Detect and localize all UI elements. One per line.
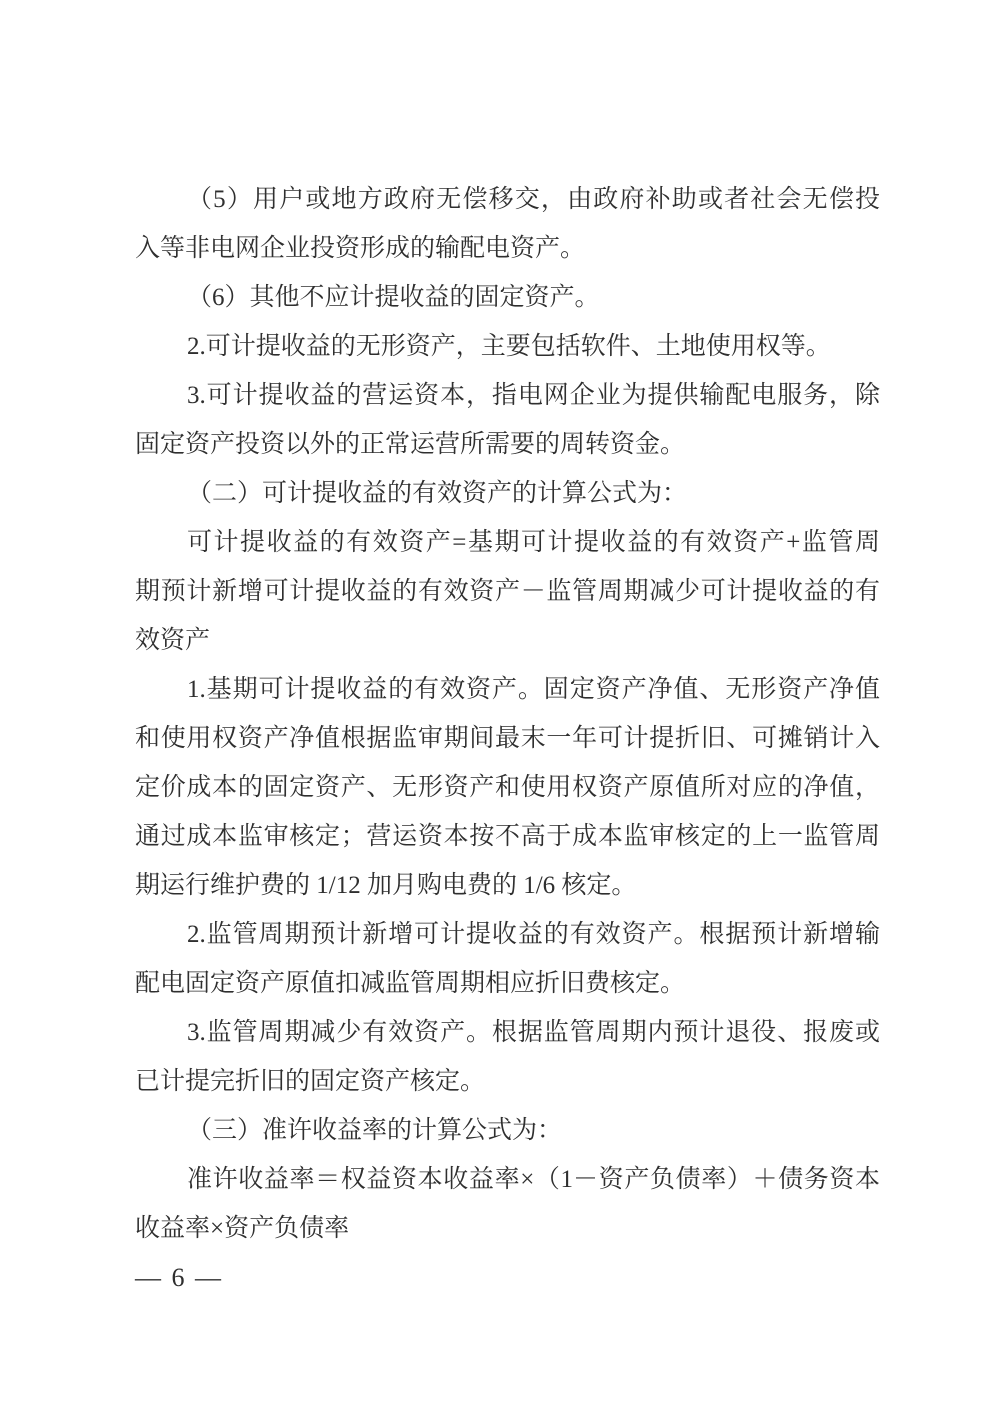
text-line: 通过成本监审核定；营运资本按不高于成本监审核定的上一监管周 [135,823,880,850]
text-line: （二）可计提收益的有效资产的计算公式为： [187,480,688,507]
text-line: 可计提收益的有效资产=基期可计提收益的有效资产+监管周 [187,529,880,556]
text-line: 3.监管周期减少有效资产。根据监管周期内预计退役、报废或 [187,1019,880,1046]
text-line: 和使用权资产净值根据监审期间最末一年可计提折旧、可摊销计入 [135,725,880,752]
text-line: 已计提完折旧的固定资产核定。 [135,1068,486,1095]
text-line: 期预计新增可计提收益的有效资产－监管周期减少可计提收益的有 [135,578,880,605]
text-line: 收益率×资产负债率 [135,1215,350,1242]
document-body [135,175,880,1253]
text-line: 效资产 [135,627,211,654]
text-line: （三）准许收益率的计算公式为： [187,1117,563,1144]
text-line: 准许收益率＝权益资本收益率×（1－资产负债率）＋债务资本 [187,1166,880,1193]
text-line: 1.基期可计提收益的有效资产。固定资产净值、无形资产净值 [187,676,880,703]
text-line: 配电固定资产原值扣减监管周期相应折旧费核定。 [135,970,686,997]
text-line: 期运行维护费的 1/12 加月购电费的 1/6 核定。 [135,872,637,899]
text-line: 固定资产投资以外的正常运营所需要的周转资金。 [135,431,686,458]
text-line: 2.可计提收益的无形资产，主要包括软件、土地使用权等。 [187,333,831,360]
text-line: 2.监管周期预计新增可计提收益的有效资产。根据预计新增输 [187,921,880,948]
page-number: — 6 — [135,1263,223,1292]
text-line: （6）其他不应计提收益的固定资产。 [187,284,600,311]
text-line: 定价成本的固定资产、无形资产和使用权资产原值所对应的净值， [135,774,880,801]
text-line: 入等非电网企业投资形成的输配电资产。 [135,235,586,262]
text-line: （5）用户或地方政府无偿移交，由政府补助或者社会无偿投 [187,186,880,213]
text-line: 3.可计提收益的营运资本，指电网企业为提供输配电服务，除 [187,382,880,409]
